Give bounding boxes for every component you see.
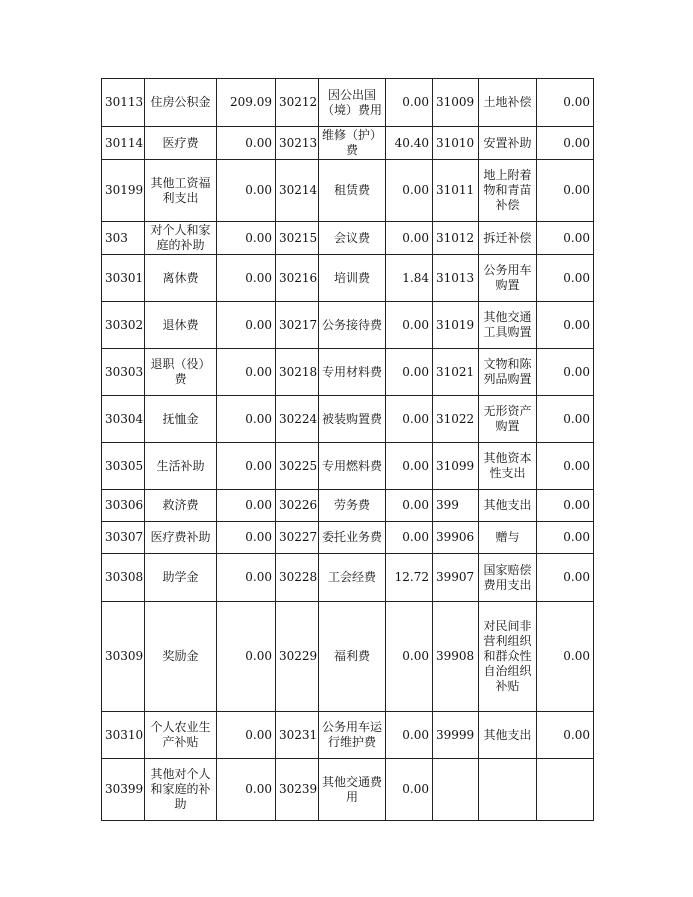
- expense-name: 公务用车购置: [479, 255, 537, 302]
- expense-amount: 0.00: [217, 490, 276, 522]
- expense-code: 30215: [276, 222, 319, 255]
- expense-amount: 0.00: [217, 759, 276, 821]
- expense-code: 30217: [276, 302, 319, 349]
- expense-name: 维修（护）费: [319, 127, 386, 160]
- expense-amount: 0.00: [537, 554, 594, 602]
- expense-amount: 0.00: [386, 759, 433, 821]
- table-row: [102, 349, 594, 396]
- expense-amount: 0.00: [217, 255, 276, 302]
- expense-code: 31021: [433, 349, 479, 396]
- expense-name: 无形资产购置: [479, 396, 537, 443]
- expense-amount: 0.00: [217, 554, 276, 602]
- expense-code: 30307: [102, 522, 145, 554]
- expense-code: 30228: [276, 554, 319, 602]
- expense-name: 安置补助: [479, 127, 537, 160]
- expense-amount: 0.00: [386, 712, 433, 759]
- expense-name: 会议费: [319, 222, 386, 255]
- expense-name: 租赁费: [319, 160, 386, 222]
- expense-code: 39907: [433, 554, 479, 602]
- expense-name: 国家赔偿费用支出: [479, 554, 537, 602]
- expense-code: 30227: [276, 522, 319, 554]
- expense-code: 31012: [433, 222, 479, 255]
- expense-name: 个人农业生产补贴: [145, 712, 217, 759]
- expense-name: 其他对个人和家庭的补助: [145, 759, 217, 821]
- expense-code: 30306: [102, 490, 145, 522]
- expense-name: 生活补助: [145, 443, 217, 490]
- expense-amount: 0.00: [537, 349, 594, 396]
- expense-amount: 0.00: [217, 602, 276, 712]
- table-row: [102, 443, 594, 490]
- expense-amount: 0.00: [217, 443, 276, 490]
- table-row: [102, 712, 594, 759]
- expense-amount: 0.00: [386, 490, 433, 522]
- expense-amount: [537, 759, 594, 821]
- expense-amount: 0.00: [537, 522, 594, 554]
- expense-amount: 0.00: [537, 712, 594, 759]
- expense-code: 31013: [433, 255, 479, 302]
- expense-name: 培训费: [319, 255, 386, 302]
- expense-code: 30229: [276, 602, 319, 712]
- expense-code: 30114: [102, 127, 145, 160]
- table-row: [102, 396, 594, 443]
- expense-code: 31022: [433, 396, 479, 443]
- expense-code: 30214: [276, 160, 319, 222]
- expense-code: 30224: [276, 396, 319, 443]
- expense-code: 30308: [102, 554, 145, 602]
- expense-amount: 0.00: [386, 222, 433, 255]
- expense-amount: 0.00: [537, 443, 594, 490]
- expense-name: 专用材料费: [319, 349, 386, 396]
- expense-code: 30303: [102, 349, 145, 396]
- expense-amount: 0.00: [386, 79, 433, 127]
- expense-code: 30212: [276, 79, 319, 127]
- expense-code: 30226: [276, 490, 319, 522]
- expense-code: 39906: [433, 522, 479, 554]
- expense-code: 30399: [102, 759, 145, 821]
- expense-amount: 0.00: [217, 160, 276, 222]
- expense-name: 其他交通工具购置: [479, 302, 537, 349]
- expense-amount: 0.00: [217, 127, 276, 160]
- expense-amount: 0.00: [386, 349, 433, 396]
- expense-name: 拆迁补偿: [479, 222, 537, 255]
- expense-name: 劳务费: [319, 490, 386, 522]
- expense-code: 31010: [433, 127, 479, 160]
- expense-amount: 0.00: [217, 302, 276, 349]
- expense-code: 39999: [433, 712, 479, 759]
- expense-amount: 0.00: [537, 255, 594, 302]
- expense-name: 专用燃料费: [319, 443, 386, 490]
- expense-code: 30113: [102, 79, 145, 127]
- expense-code: 30305: [102, 443, 145, 490]
- expense-amount: 0.00: [386, 302, 433, 349]
- expense-amount: 0.00: [386, 522, 433, 554]
- expense-name: 因公出国（境）费用: [319, 79, 386, 127]
- table-row: [102, 79, 594, 127]
- expense-amount: 0.00: [537, 79, 594, 127]
- table-row: [102, 302, 594, 349]
- expense-name: 对民间非营利组织和群众性自治组织补贴: [479, 602, 537, 712]
- expense-name: 救济费: [145, 490, 217, 522]
- expense-name: [479, 759, 537, 821]
- table-row: [102, 490, 594, 522]
- expense-code: 30304: [102, 396, 145, 443]
- expense-code: 30239: [276, 759, 319, 821]
- expense-code: 30199: [102, 160, 145, 222]
- expense-name: 离休费: [145, 255, 217, 302]
- expense-name: 其他工资福利支出: [145, 160, 217, 222]
- table-row: [102, 127, 594, 160]
- expense-amount: 40.40: [386, 127, 433, 160]
- expense-amount: 0.00: [217, 396, 276, 443]
- expense-name: 助学金: [145, 554, 217, 602]
- expense-name: 公务接待费: [319, 302, 386, 349]
- expense-amount: 0.00: [537, 302, 594, 349]
- expense-code: 39908: [433, 602, 479, 712]
- expense-name: 地上附着物和青苗补偿: [479, 160, 537, 222]
- expense-amount: 0.00: [217, 522, 276, 554]
- expense-name: 医疗费补助: [145, 522, 217, 554]
- expense-name: 其他支出: [479, 712, 537, 759]
- expense-name: 土地补偿: [479, 79, 537, 127]
- expense-amount: 1.84: [386, 255, 433, 302]
- expense-name: 抚恤金: [145, 396, 217, 443]
- expense-code: 30302: [102, 302, 145, 349]
- expense-name: 其他支出: [479, 490, 537, 522]
- expense-name: 住房公积金: [145, 79, 217, 127]
- expense-amount: 209.09: [217, 79, 276, 127]
- expense-name: 退职（役）费: [145, 349, 217, 396]
- expense-code: 31009: [433, 79, 479, 127]
- expense-amount: 0.00: [386, 602, 433, 712]
- table-row: [102, 759, 594, 821]
- expense-code: 303: [102, 222, 145, 255]
- expense-code: 30216: [276, 255, 319, 302]
- table-row: [102, 602, 594, 712]
- table-row: [102, 522, 594, 554]
- expense-name: 公务用车运行维护费: [319, 712, 386, 759]
- table-row: [102, 554, 594, 602]
- expense-name: 医疗费: [145, 127, 217, 160]
- expense-code: 399: [433, 490, 479, 522]
- expense-amount: 0.00: [537, 602, 594, 712]
- expense-name: 奖励金: [145, 602, 217, 712]
- expense-amount: 0.00: [537, 160, 594, 222]
- expense-code: 30218: [276, 349, 319, 396]
- expense-amount: 0.00: [217, 712, 276, 759]
- expense-code: 30310: [102, 712, 145, 759]
- expense-code: 30301: [102, 255, 145, 302]
- expense-amount: 12.72: [386, 554, 433, 602]
- expense-code: 30225: [276, 443, 319, 490]
- expense-amount: 0.00: [537, 490, 594, 522]
- expense-name: 退休费: [145, 302, 217, 349]
- table-row: [102, 222, 594, 255]
- expense-amount: 0.00: [537, 396, 594, 443]
- expense-code: 30213: [276, 127, 319, 160]
- expense-name: 赠与: [479, 522, 537, 554]
- expense-amount: 0.00: [217, 349, 276, 396]
- budget-table: [101, 78, 594, 821]
- expense-name: 福利费: [319, 602, 386, 712]
- expense-amount: 0.00: [386, 396, 433, 443]
- expense-code: 30309: [102, 602, 145, 712]
- expense-code: 31099: [433, 443, 479, 490]
- expense-amount: 0.00: [386, 160, 433, 222]
- expense-name: 工会经费: [319, 554, 386, 602]
- expense-name: 其他交通费用: [319, 759, 386, 821]
- expense-code: [433, 759, 479, 821]
- table-row: [102, 255, 594, 302]
- expense-code: 31019: [433, 302, 479, 349]
- expense-code: 31011: [433, 160, 479, 222]
- table-row: [102, 160, 594, 222]
- expense-name: 其他资本性支出: [479, 443, 537, 490]
- expense-amount: 0.00: [537, 222, 594, 255]
- expense-name: 委托业务费: [319, 522, 386, 554]
- expense-amount: 0.00: [217, 222, 276, 255]
- expense-name: 被装购置费: [319, 396, 386, 443]
- expense-code: 30231: [276, 712, 319, 759]
- expense-name: 文物和陈列品购置: [479, 349, 537, 396]
- expense-amount: 0.00: [537, 127, 594, 160]
- expense-amount: 0.00: [386, 443, 433, 490]
- expense-name: 对个人和家庭的补助: [145, 222, 217, 255]
